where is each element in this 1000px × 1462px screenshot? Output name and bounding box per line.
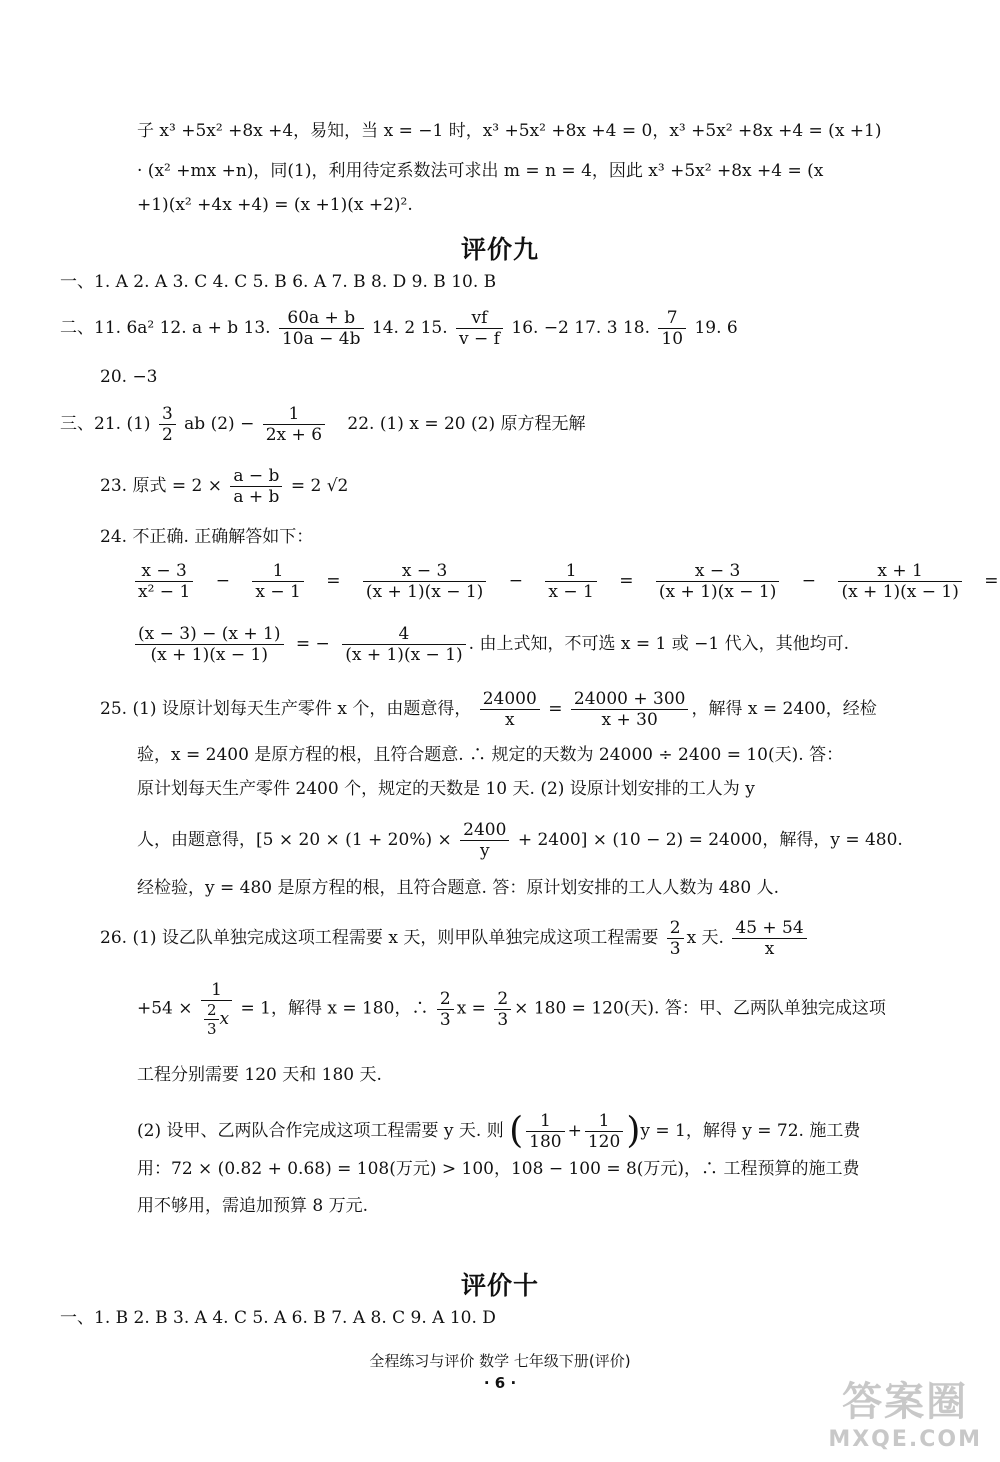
top-line-3: +1)(x² +4x +4) = (x +1)(x +2)². (137, 195, 413, 215)
top-line-1: 子 x³ +5x² +8x +4，易知，当 x = −1 时，x³ +5x² +8x +4 = 0，x³ +5x² +8x +4 = (x +1) (137, 121, 882, 141)
eval9-part2-answers (60, 308, 738, 349)
fraction-q23: $\frac{a - b}{a + b}$ (230, 466, 282, 507)
eval9-q24-eq2: $\frac{(x - 3) - (x + 1)}{(x + 1)(x - 1)}$ = − $\frac{4}{(x + 1)(x - 1)}$ . 由上式知，不可选 x = 1 或 −1 代入，其他均可. (132, 624, 849, 665)
eval9-q23: 23. 原式 = 2 × $\frac{a - b}{a + b}$ = 2 √2 (100, 466, 349, 507)
eval9-q26-line2: +54 × 1 $\frac{2}{3}$ x = 1，解得 x = 180，∴ $\frac{2}{3}$ x = $\frac{2}{3}$ × 180 = 120(天). 答：甲、乙两队单独完成这项 (137, 980, 886, 1038)
eval9-q25-line4: 人，由题意得，[5 × 20 × (1 + 20%) × $\frac{2400}{y}$ + 2400] × (10 − 2) = 24000，解得，y = 480. (137, 820, 903, 861)
fraction-q21-2: $\frac{1}{2x + 6}$ (263, 404, 325, 445)
part2-end: 19. 6 (694, 318, 738, 338)
eval9-q26-line6: 用不够用，需追加预算 8 万元. (137, 1196, 369, 1216)
eval9-q26-line4: (2) 设甲、乙两队合作完成这项工程需要 y 天. 则 ( $\frac{1}{180}$ + $\frac{1}{120}$ )y = 1，解得 y = 72. 施工费 (137, 1110, 861, 1152)
top-line-2: · (x² +mx +n)，同(1)，利用待定系数法可求出 m = n = 4，因此 x³ +5x² +8x +4 = (x (137, 161, 824, 181)
page-number: · 6 · (483, 1374, 517, 1392)
fraction-q13: $\frac{60a + b}{10a - 4b}$ (279, 308, 364, 349)
fraction-q18: $\frac{7}{10}$ (658, 308, 686, 349)
fraction-q21-1: $\frac{3}{2}$ (159, 404, 176, 445)
q22-answer: 22. (1) x = 20 (2) 原方程无解 (347, 414, 586, 434)
fraction-q15: $\frac{vf}{v - f}$ (456, 308, 503, 349)
eval9-q24-eq1: $\frac{x - 3}{\text{x² − 1}}$ − $\frac{1}{x - 1}$ = $\frac{x - 3}{(x + 1)(x - 1)}$ − $\frac{1}{x - 1}$ = $\frac{x - 3}{(x + 1)(x - 1)}$ − $\frac{x + 1}{(x + 1)(x - 1)}$ = (132, 561, 999, 602)
eval9-q24-head: 24. 不正确. 正确解答如下： (100, 527, 314, 547)
eval9-q25-line2: 验，x = 2400 是原方程的根，且符合题意. ∴ 规定的天数为 24000 ÷ 2400 = 10(天). 答： (137, 745, 844, 765)
eval9-part1-answers: 一、1. A 2. A 3. C 4. C 5. B 6. A 7. B 8. D 9. B 10. B (60, 272, 497, 292)
eval9-q20: 20. −3 (100, 367, 158, 387)
part2-prefix: 二、11. 6a² 12. a + b 13. (60, 318, 271, 338)
footer-book-title: 全程练习与评价 数学 七年级下册(评价) (369, 1352, 631, 1370)
eval10-part1-answers: 一、1. B 2. B 3. A 4. C 5. A 6. B 7. A 8. C 9. A 10. D (60, 1308, 496, 1328)
part2-mid2: 16. −2 17. 3 18. (511, 318, 650, 338)
part2-mid1: 14. 2 15. (371, 318, 448, 338)
eval9-q25-line5: 经检验，y = 480 是原方程的根，且符合题意. 答：原计划安排的工人人数为 480 人. (137, 878, 779, 898)
eval9-q25-line1: 25. (1) 设原计划每天生产零件 x 个，由题意得， $\frac{24000}{x}$ = $\frac{24000 + 300}{x + 30}$ ，解得 x = 2400，经检 (100, 689, 877, 730)
eval9-q26-line3: 工程分别需要 120 天和 180 天. (137, 1065, 382, 1085)
watermark-logo: 答案圈 MXQE.COM (828, 1379, 982, 1452)
section-title-eval9: 评价九 (460, 235, 539, 264)
eval9-q26-line1: 26. (1) 设乙队单独完成这项工程需要 x 天，则甲队单独完成这项工程需要 $\frac{2}{3}$ x 天. $\frac{45 + 54}{x}$ (100, 918, 810, 959)
eval9-q25-line3: 原计划每天生产零件 2400 个，规定的天数是 10 天. (2) 设原计划安排的工人为 y (137, 779, 755, 799)
section-title-eval10: 评价十 (460, 1271, 539, 1300)
eval9-q26-line5: 用：72 × (0.82 + 0.68) = 108(万元) > 100，108 − 100 = 8(万元)，∴ 工程预算的施工费 (137, 1159, 860, 1179)
eval9-part3-q21: 三、21. (1) $\frac{3}{2}$ ab (2) − $\frac{1}{2x + 6}$ 22. (1) x = 20 (2) 原方程无解 (60, 404, 586, 445)
complex-fraction: 1 $\frac{2}{3}$ x (201, 980, 232, 1038)
